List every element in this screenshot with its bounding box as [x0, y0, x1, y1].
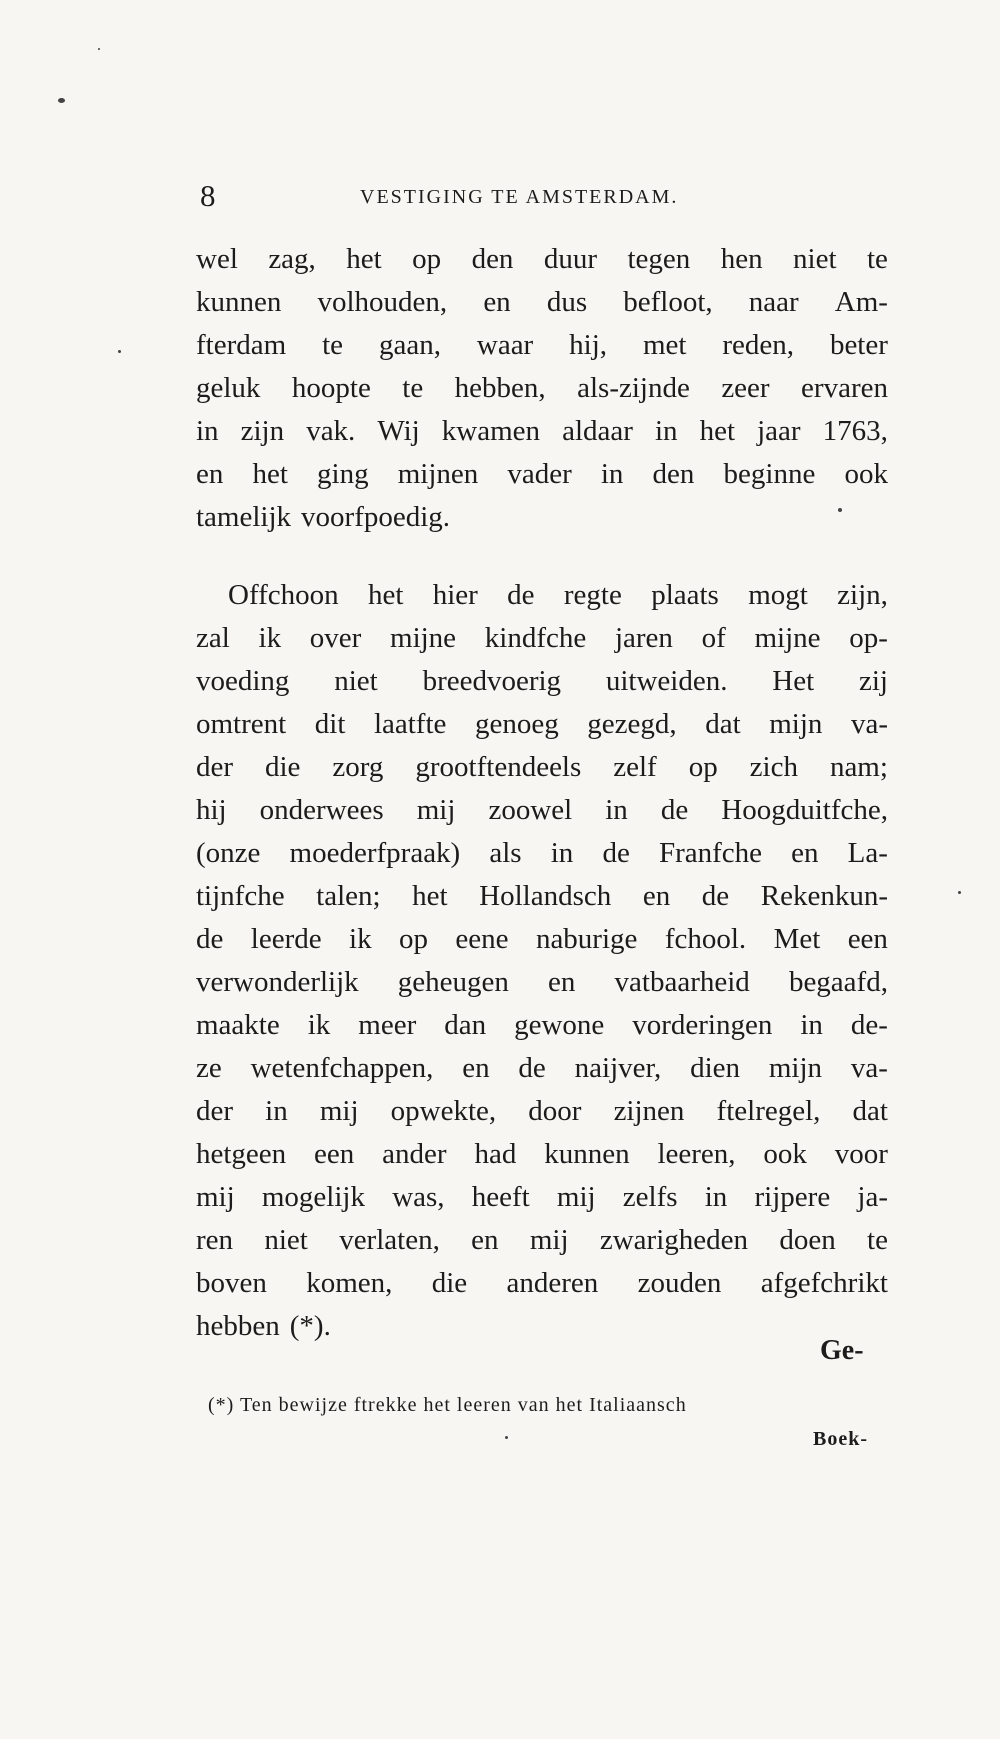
footnote: [208, 1388, 868, 1456]
text-line: kunnen volhouden, en dus befloot, naar Am-: [196, 286, 888, 318]
text-line: ren niet verlaten, en mij zwarigheden doen te: [196, 1224, 888, 1256]
page-header: [200, 178, 760, 218]
text-line: boven komen, die anderen zouden afgefchrikt: [196, 1267, 888, 1299]
footnote-text: (*) Ten bewijze ftrekke het leeren van het Italiaansch: [208, 1394, 687, 1416]
text-line: hetgeen een ander had kunnen leeren, ook voor: [196, 1138, 888, 1170]
text-line: zal ik over mijne kindfche jaren of mijne op-: [196, 622, 888, 654]
text-line: mij mogelijk was, heeft mij zelfs in rijpere ja-: [196, 1181, 888, 1213]
text-line: geluk hoopte te hebben, als-zijnde zeer ervaren: [196, 372, 888, 404]
paragraph-gap: [196, 539, 888, 574]
text-line: tamelijk voorfpoedig.: [196, 501, 451, 533]
text-line: Offchoon het hier de regte plaats mogt zijn,: [228, 579, 888, 611]
body-text: [196, 238, 888, 1348]
ink-speck: [958, 891, 961, 894]
text-line: der die zorg grootftendeels zelf op zich nam;: [196, 751, 888, 783]
text-line: tijnfche talen; het Hollandsch en de Rekenkun-: [196, 880, 888, 912]
ink-speck: [838, 508, 842, 512]
catchword: Ge-: [820, 1335, 864, 1366]
text-line: verwonderlijk geheugen en vatbaarheid begaafd,: [196, 966, 888, 998]
text-line: der in mij opwekte, door zijnen ftelregel, dat: [196, 1095, 888, 1127]
footnote-catchword: Boek-: [813, 1428, 868, 1450]
ink-speck: [58, 98, 65, 103]
text-line: (onze moederfpraak) als in de Franfche en La-: [196, 837, 888, 869]
running-head: VESTIGING TE AMSTERDAM.: [360, 186, 679, 208]
ink-speck: [505, 1436, 508, 1439]
text-line: hij onderwees mij zoowel in de Hoogduitfche,: [196, 794, 888, 826]
text-line: in zijn vak. Wij kwamen aldaar in het jaar 1763,: [196, 415, 888, 447]
ink-speck: [118, 350, 121, 353]
text-line: ze wetenfchappen, en de naijver, dien mijn va-: [196, 1052, 888, 1084]
text-line: wel zag, het op den duur tegen hen niet te: [196, 243, 888, 275]
text-line: omtrent dit laatfte genoeg gezegd, dat mijn va-: [196, 708, 888, 740]
text-line: en het ging mijnen vader in den beginne ook: [196, 458, 888, 490]
text-line: hebben (*).: [196, 1310, 331, 1342]
text-line: maakte ik meer dan gewone vorderingen in de-: [196, 1009, 888, 1041]
text-line: fterdam te gaan, waar hij, met reden, beter: [196, 329, 888, 361]
text-line: voeding niet breedvoerig uitweiden. Het zij: [196, 665, 888, 697]
ink-speck: [98, 48, 100, 50]
page-number: 8: [200, 178, 216, 213]
text-line: de leerde ik op eene naburige fchool. Met een: [196, 923, 888, 955]
